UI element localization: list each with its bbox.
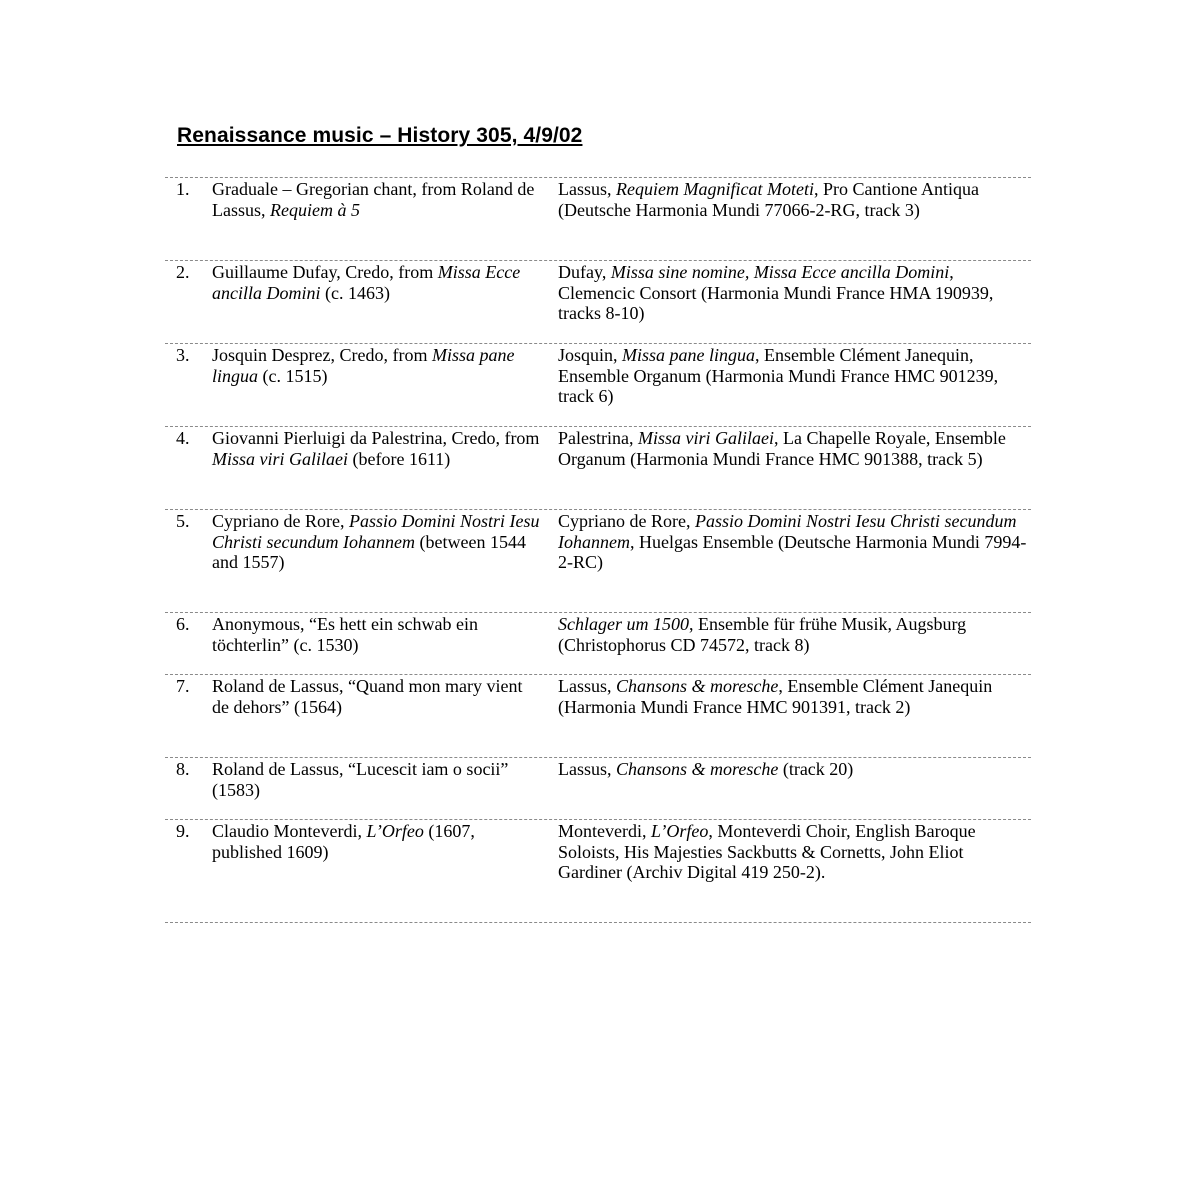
recording-cell: Dufay, Missa sine nomine, Missa Ecce ancilla Domini, Clemencic Consort (Harmonia Mundi France HMA 190939, tracks 8-10) <box>558 262 994 324</box>
table-row <box>165 757 1031 819</box>
row-number: 3. <box>176 345 190 365</box>
work-cell: Guillaume Dufay, Credo, from Missa Ecce ancilla Domini (c. 1463) <box>212 262 521 303</box>
recording-table <box>165 177 1031 923</box>
recording-cell: Josquin, Missa pane lingua, Ensemble Clément Janequin, Ensemble Organum (Harmonia Mundi France HMC 901239, track 6) <box>558 345 999 407</box>
table-row <box>165 260 1031 343</box>
work-cell: Graduale – Gregorian chant, from Roland de Lassus, Requiem à 5 <box>212 179 535 220</box>
recording-cell: Palestrina, Missa viri Galilaei, La Chapelle Royale, Ensemble Organum (Harmonia Mundi France HMC 901388, track 5) <box>558 428 1006 469</box>
work-cell: Cypriano de Rore, Passio Domini Nostri Iesu Christi secundum Iohannem (between 1544 and 1557) <box>212 511 540 573</box>
recording-cell: Lassus, Chansons & moresche (track 20) <box>558 759 854 779</box>
work-cell: Anonymous, “Es hett ein schwab ein töchterlin” (c. 1530) <box>212 614 478 655</box>
work-cell: Giovanni Pierluigi da Palestrina, Credo, from Missa viri Galilaei (before 1611) <box>212 428 540 469</box>
table-row <box>165 509 1031 612</box>
work-cell: Josquin Desprez, Credo, from Missa pane lingua (c. 1515) <box>212 345 515 386</box>
recording-cell: Lassus, Chansons & moresche, Ensemble Clément Janequin (Harmonia Mundi France HMC 901391, track 2) <box>558 676 993 717</box>
row-number: 6. <box>176 614 190 634</box>
table-row <box>165 426 1031 509</box>
table-row <box>165 177 1031 260</box>
page-title: Renaissance music – History 305, 4/9/02 <box>177 124 583 147</box>
row-number: 2. <box>176 262 190 282</box>
table-row <box>165 819 1031 923</box>
recording-cell: Monteverdi, L’Orfeo, Monteverdi Choir, English Baroque Soloists, His Majesties Sackbutts & Cornetts, John Eliot Gardiner (Archiv Digital 419 250-2). <box>558 821 976 883</box>
row-number: 8. <box>176 759 190 779</box>
recording-cell: Lassus, Requiem Magnificat Moteti, Pro Cantione Antiqua (Deutsche Harmonia Mundi 77066-2-RG, track 3) <box>558 179 979 220</box>
row-number: 9. <box>176 821 190 841</box>
work-cell: Roland de Lassus, “Quand mon mary vient de dehors” (1564) <box>212 676 523 717</box>
row-number: 5. <box>176 511 190 531</box>
row-number: 1. <box>176 179 190 199</box>
table-row <box>165 343 1031 426</box>
work-cell: Claudio Monteverdi, L’Orfeo (1607, published 1609) <box>212 821 475 862</box>
row-number: 7. <box>176 676 190 696</box>
table-row <box>165 612 1031 674</box>
table-row <box>165 674 1031 757</box>
row-number: 4. <box>176 428 190 448</box>
recording-cell: Cypriano de Rore, Passio Domini Nostri Iesu Christi secundum Iohannem, Huelgas Ensemble (Deutsche Harmonia Mundi 7994-2-RC) <box>558 511 1027 573</box>
work-cell: Roland de Lassus, “Lucescit iam o socii” (1583) <box>212 759 509 800</box>
recording-cell: Schlager um 1500, Ensemble für frühe Musik, Augsburg (Christophorus CD 74572, track 8) <box>558 614 967 655</box>
